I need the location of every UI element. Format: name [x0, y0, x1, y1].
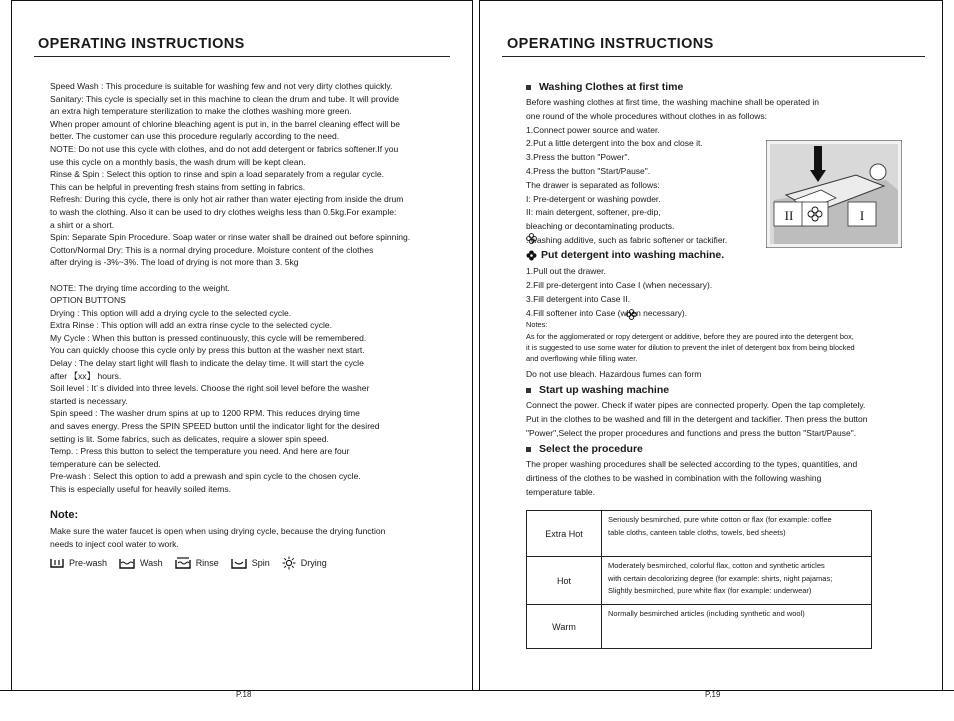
washing-temperature-table — [526, 510, 872, 649]
body-line: Spin: Separate Spin Procedure. Soap water or rinse water shall be drained out before spinning. — [50, 232, 411, 243]
left-heading-rule — [34, 56, 450, 57]
section-line: : washing additive, such as fabric softener or tackifier. — [526, 234, 728, 245]
section-startup-text — [526, 399, 921, 440]
body-line: NOTE: Do not use this cycle with clothes, and do not add detergent or fabrics softener.If you — [50, 143, 399, 154]
body-line: Refresh: During this cycle, there is only hot air rather than water ejecting from inside the drum — [50, 194, 404, 205]
temp-level-label: Extra Hot — [527, 511, 602, 557]
section-line: Connect the power. Check if water pipes are connected properly. Open the tap completely. — [526, 400, 866, 410]
body-line: to wash the clothing. Also it can be used to dry clothes weighs less than 0.5kg.For example: — [50, 206, 397, 217]
section-line: temperature table. — [526, 486, 595, 497]
spin-icon — [231, 558, 247, 569]
body-line: Speed Wash : This procedure is suitable for washing few and not very dirty clothes quickly. — [50, 81, 393, 91]
section-line: The drawer is separated as follows: — [526, 179, 660, 190]
body-line: Sanitary: This cycle is specially set in this machine to clean the drum and tube. It will provide — [50, 93, 400, 104]
body-line: When proper amount of chlorine bleaching agent is put in, in the barrel cleaning effect will be — [50, 118, 401, 129]
note-text — [50, 525, 455, 550]
softener-flower-icon — [626, 309, 637, 320]
body-line: Rinse & Spin : Select this option to rinse and spin a load separately from a regular cycle. — [50, 169, 384, 180]
section-line: 4.Press the button "Start/Pause". — [526, 165, 651, 176]
body-line: better. The customer can use this procedure regularly according to the need. — [50, 131, 340, 142]
section-line: Put in the clothes to be washed and fill in the detergent and tackifier. Then press the button — [526, 413, 868, 424]
body-line: setting is lit. Some fabrics, such as delicates, require a slower spin speed. — [50, 433, 329, 444]
section-line: 2.Put a little detergent into the box and close it. — [526, 138, 703, 149]
section-put-detergent-steps — [526, 264, 826, 320]
drying-legend: Drying — [282, 556, 327, 570]
right-page-number: P.19 — [705, 690, 721, 699]
body-line: This is especially useful for heavily soiled items. — [50, 484, 231, 494]
wash-icon — [119, 558, 135, 569]
section-line: bleaching or decontaminating products. — [526, 221, 675, 232]
description-line: table cloths, canteen table cloths, towels, bed sheets) — [608, 527, 786, 537]
prewash-icon — [50, 558, 64, 569]
drawer-case-i-label: I — [859, 208, 865, 223]
spin-legend: Spin — [231, 558, 270, 569]
section-line: Before washing clothes at first time, the washing machine shall be operated in — [526, 97, 819, 107]
softener-flower-icon — [526, 233, 537, 244]
step-line: 3.Fill detergent into Case II. — [526, 294, 630, 305]
description-line: Slightly besmirched, pure white flax (for example: underwear) — [608, 586, 812, 595]
left-page-heading: OPERATING INSTRUCTIONS — [38, 36, 245, 52]
note-line: Make sure the water faucet is open when using drying cycle, because the drying function — [50, 526, 386, 536]
body-line: You can quickly choose this cycle only by press this button at the washer next start. — [50, 345, 365, 356]
section-select-procedure-title: Select the procedure — [526, 443, 643, 455]
temp-level-description — [602, 605, 872, 649]
section-first-time-title: Washing Clothes at first time — [526, 81, 683, 93]
right-heading-rule — [502, 56, 925, 57]
body-line: Extra Rinse : This option will add an extra rinse cycle to the selected cycle. — [50, 320, 333, 331]
note-line: As for the agglomerated or ropy detergent or additive, before they are poured into the detergent box, — [526, 332, 854, 341]
description-line: Normally besmirched articles (including synthetic and wool) — [608, 609, 805, 618]
footer-rule — [0, 690, 954, 691]
bullet-square-icon — [526, 447, 531, 452]
body-line: This can be helpful in preventing fresh stains from setting in fabrics. — [50, 181, 306, 192]
wash-legend: Wash — [119, 558, 163, 569]
rinse-legend: Rinse — [175, 557, 219, 569]
section-line: I: Pre-detergent or washing powder. — [526, 193, 661, 204]
softener-flower-icon — [526, 250, 537, 261]
temp-level-label: Warm — [527, 605, 602, 649]
step-line: 4.Fill softener into Case (when necessary). — [526, 308, 688, 319]
body-line: OPTION BUTTONS — [50, 295, 126, 306]
detergent-drawer-illustration — [766, 140, 902, 248]
detergent-notes — [526, 331, 921, 364]
body-line: an extra high temperature sterilization to make the clothes washing more green. — [50, 106, 352, 117]
section-line: 1.Connect power source and water. — [526, 124, 660, 135]
section-line: 3.Press the button "Power". — [526, 152, 630, 163]
section-select-procedure-text — [526, 458, 921, 499]
section-line: "Power",Select the proper procedures and functions and press the button "Start/Pause". — [526, 427, 857, 438]
section-line: one round of the whole procedures without clothes in as follows: — [526, 110, 767, 121]
temp-table-row — [527, 605, 872, 649]
body-line: after 【xx】 hours. — [50, 370, 122, 381]
bullet-square-icon — [526, 85, 531, 90]
temp-table-row — [527, 511, 872, 557]
body-line: Drying : This option will add a drying cycle to the selected cycle. — [50, 307, 292, 318]
section-line: The proper washing procedures shall be selected according to the types, quantities, and — [526, 459, 858, 469]
step-line: 2.Fill pre-detergent into Case I (when necessary). — [526, 280, 713, 291]
drying-icon — [282, 556, 296, 570]
body-line: started is necessary. — [50, 395, 128, 406]
body-line: Delay : The delay start light will flash to indicate the delay time. It will start the cycle — [50, 358, 364, 369]
note-line: it is suggested to use some water for dilution to prevent the inlet of detergent box from being blocked — [526, 343, 855, 352]
body-line: a shirt or a short. — [50, 219, 115, 230]
temp-table-row — [527, 557, 872, 605]
drawer-case-ii-label: II — [784, 208, 794, 223]
description-line: with certain decolorizing degree (for example: shirts, night pajamas; — [608, 573, 833, 583]
prewash-legend: Pre-wash — [50, 558, 107, 569]
section-line: II: main detergent, softener, pre-dip, — [526, 207, 661, 218]
cycle-icons-legend — [50, 556, 339, 570]
description-line: Moderately besmirched, colorful flax, cotton and synthetic articles — [608, 561, 825, 570]
rinse-icon — [175, 557, 191, 569]
left-page-number: P.18 — [236, 690, 252, 699]
body-line: Pre-wash : Select this option to add a prewash and spin cycle to the chosen cycle. — [50, 471, 361, 482]
description-line: Seriously besmirched, pure white cotton or flax (for example: coffee — [608, 515, 832, 524]
body-line: Temp. : Press this button to select the temperature you need. And here are four — [50, 446, 350, 457]
step-line: 1.Pull out the drawer. — [526, 266, 606, 276]
body-line: after drying is -3%~3%. The load of drying is not more than 3. 5kg — [50, 257, 299, 268]
note-title: Note: — [50, 509, 79, 521]
body-line — [50, 269, 455, 282]
temp-level-label: Hot — [527, 557, 602, 605]
body-line: Cotton/Normal Dry: This is a normal drying procedure. Moisture content of the clothes — [50, 244, 374, 255]
note-line: needs to inject cool water to work. — [50, 538, 179, 549]
section-line: dirtiness of the clothes to be washed in combination with the following washing — [526, 472, 822, 483]
notes-label: Notes: — [526, 320, 548, 329]
body-line: use this cycle on a monthly basis, the wash drum will be kept clean. — [50, 156, 306, 167]
left-body-text — [50, 80, 455, 496]
section-first-time-text — [526, 96, 819, 248]
body-line: Spin speed : The washer drum spins at up to 1200 RPM. This reduces drying time — [50, 408, 360, 419]
temp-level-description — [602, 557, 872, 605]
bleach-warning: Do not use bleach. Hazardous fumes can form — [526, 369, 702, 379]
section-startup-title: Start up washing machine — [526, 384, 669, 396]
body-line: NOTE: The drying time according to the weight. — [50, 282, 230, 293]
note-line: and overflowing while filling water. — [526, 354, 638, 363]
bullet-square-icon — [526, 388, 531, 393]
temp-level-description — [602, 511, 872, 557]
body-line: Soil level : It’ s divided into three levels. Choose the right soil level before the washer — [50, 383, 370, 394]
body-line: and saves energy. Press the SPIN SPEED button until the indicator light for the desired — [50, 421, 380, 432]
right-page-heading: OPERATING INSTRUCTIONS — [507, 36, 714, 52]
body-line: temperature can be selected. — [50, 458, 161, 469]
body-line: My Cycle : When this button is pressed continuously, this cycle will be remembered. — [50, 332, 367, 343]
section-put-detergent-title: Put detergent into washing machine. — [526, 249, 724, 261]
